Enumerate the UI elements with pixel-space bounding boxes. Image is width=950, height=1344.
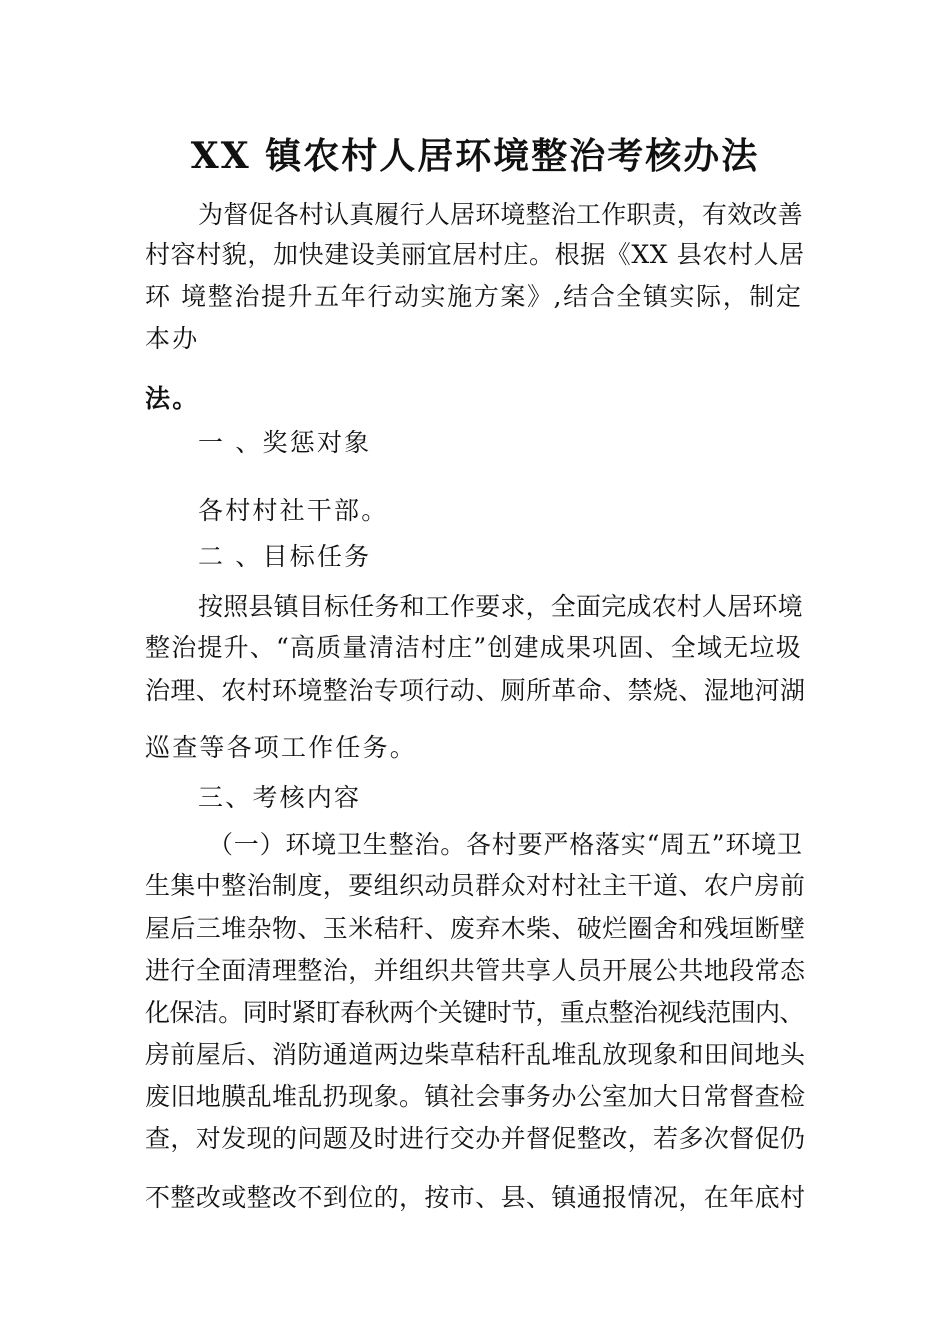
paragraph-line: 化保洁。同时紧盯春秋两个关键时节，重点整治视线范围内、: [145, 998, 804, 1027]
paragraph-line: 废旧地膜乱堆乱扔现象。镇社会事务办公室加大日常督查检: [145, 1082, 806, 1111]
section-heading: 二 、目标任务: [198, 542, 372, 571]
paragraph-line: 查，对发现的问题及时进行交办并督促整改，若多次督促仍: [145, 1124, 806, 1153]
paragraph-line: 整治提升、“高质量清洁村庄”创建成果巩固、全域无垃圾: [145, 633, 802, 662]
paragraph-line: 屋后三堆杂物、玉米秸秆、废弃木柴、破烂圈舍和残垣断壁: [145, 914, 806, 943]
paragraph-line: 巡查等各项工作任务。: [145, 733, 418, 762]
paragraph-line: 进行全面清理整治，并组织共管共享人员开展公共地段常态: [145, 956, 806, 985]
paragraph-line: 本办: [145, 324, 200, 353]
paragraph-line: 不整改或整改不到位的，按市、县、镇通报情况，在年底村: [145, 1183, 806, 1212]
paragraph-line: 环 境整治提升五年行动实施方案》,结合全镇实际，制定: [145, 282, 803, 311]
document-title: XX 镇农村人居环境整治考核办法: [190, 135, 760, 177]
paragraph-line: 法。: [145, 384, 200, 413]
paragraph-line: 各村村社干部。: [198, 496, 389, 525]
section-heading: 一 、奖惩对象: [198, 428, 372, 457]
section-heading: 三、考核内容: [198, 783, 362, 812]
paragraph-line: 治理、农村环境整治专项行动、厕所革命、禁烧、湿地河湖: [145, 676, 806, 705]
paragraph-line: 村容村貌，加快建设美丽宜居村庄。根据《XX 县农村人居: [145, 240, 805, 269]
paragraph-line: 按照县镇目标任务和工作要求，全面完成农村人居环境: [198, 592, 803, 621]
paragraph-line: 生集中整治制度，要组织动员群众对村社主干道、农户房前: [145, 871, 806, 900]
paragraph-line: 房前屋后、消防通道两边柴草秸秆乱堆乱放现象和田间地头: [145, 1040, 806, 1069]
paragraph-line: 为督促各村认真履行人居环境整治工作职责，有效改善: [198, 200, 803, 229]
paragraph-line: （一）环境卫生整治。各村要严格落实“周五”环境卫: [208, 830, 803, 859]
